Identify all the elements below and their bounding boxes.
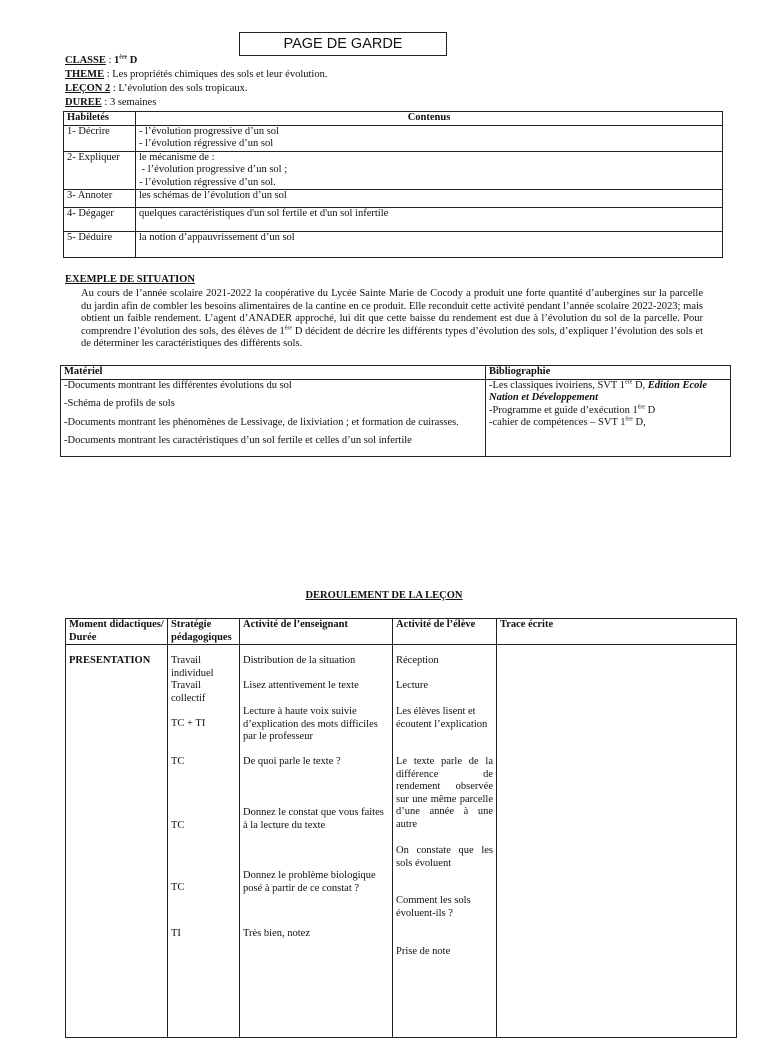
teacher-activity: Donnez le problème biologique posé à partir de ce constat ? [243,870,376,894]
biblio-edition: Edition Ecole Nation et Développement [489,379,708,403]
duree-label: DUREE [65,97,102,108]
content-cell [136,151,723,190]
student-activity: Lecture [396,680,429,691]
duree-value: 3 semaines [109,97,157,108]
biblio-sup: ère [637,404,646,410]
materiel-cell [61,379,486,456]
skill-cell: 1- Décrire [64,125,136,151]
eleve-cell [393,645,497,1038]
skill-cell: 3- Annoter [64,190,136,208]
theme-label: THEME [65,69,105,80]
content-line: - l’évolution régressive d’un sol. [139,176,276,188]
list-item: -Schéma de profils de sols [64,398,175,409]
contenus-header: Contenus [136,112,723,126]
skill-cell: 4- Dégager [64,208,136,232]
strategie-header: Stratégie pédagogiques [168,619,240,645]
lesson-table [65,618,737,1038]
lecon-value: L’évolution des sols tropicaux. [118,83,248,94]
biblio-text: D, [632,417,646,428]
student-activity: On constate que les sols évoluent [396,845,493,869]
student-activity: Les élèves lisent et écoutent l’explication [396,706,488,730]
moment-label: PRESENTATION [69,655,151,666]
content-line: - l’évolution régressive d’un sol [139,138,274,149]
habiletes-table [63,111,723,258]
strategy-item: TC [171,882,185,893]
table-row [64,232,723,258]
trace-cell [497,645,737,1038]
biblio-text: -cahier de compétences – SVT 1 [489,417,626,428]
table-row [61,379,731,456]
table-row [66,645,737,1038]
content-line: le mécanisme de : [139,151,215,163]
lesson-header-row [66,619,737,645]
trace-header: Trace écrite [497,619,737,645]
moment-header: Moment didactiques/ Durée [66,619,168,645]
biblio-text: -Programme et guide d’exécution 1 [489,404,638,416]
table-row [64,208,723,232]
biblio-sup: ère [625,416,633,423]
situation-text-part: D décident de décrire les différents types d’évolution des sols, d’expliquer l’évolution des sols et de déterminer les caractéristiques des différents sols. [81,325,703,349]
materiel-header: Matériel [61,366,486,380]
content-line: les schémas de l’évolution d’un sol [139,190,287,201]
theme-value: Les propriétés chimiques des sols et leur évolution. [112,69,328,80]
strategy-item: TC [171,820,185,831]
lecon-label: LEÇON 2 [65,83,111,94]
strategy-item: TC + TI [171,718,206,729]
student-activity: Le texte parle de la différence de rendement observée sur une même parcelle d’une année à une autre [396,756,493,830]
materiel-header-row [61,366,731,380]
enseignant-header: Activité de l’enseignant [240,619,393,645]
content-line: quelques caractéristiques d'un sol fertile et d'un sol infertile [139,208,389,219]
moment-cell [66,645,168,1038]
content-cell [136,208,723,232]
table-row [64,125,723,151]
classe-line: CLASSE : 1ère D [65,54,138,66]
teacher-activity: Lecture à haute voix suivie d’explication des mots difficiles par le professeur [243,706,378,742]
classe-sup: ère [119,54,128,61]
teacher-activity: Très bien, notez [243,928,310,939]
strategy-item: TI [171,928,181,939]
eleve-header: Activité de l’élève [393,619,497,645]
strategy-item: TC [171,756,185,767]
classe-suffix: D [127,55,138,66]
table-row [64,151,723,190]
teacher-activity: Donnez le constat que vous faites à la lecture du texte [243,807,384,831]
habiletes-header-row [64,112,723,126]
classe-value: 1 [114,55,120,66]
student-activity: Prise de note [396,946,451,957]
content-cell [136,190,723,208]
content-line: - l’évolution progressive d’un sol [139,125,279,137]
situation-text [81,288,703,351]
situation-title: EXEMPLE DE SITUATION [65,274,195,285]
strategie-cell [168,645,240,1038]
classe-label: CLASSE [65,55,106,66]
enseignant-cell [240,645,393,1038]
student-activity: Comment les sols évoluent-ils ? [396,895,471,919]
lecon-line: LEÇON 2 : L’évolution des sols tropicaux. [65,83,248,94]
theme-line: THEME : Les propriétés chimiques des sols et leur évolution. [65,69,328,80]
deroulement-title: DEROULEMENT DE LA LEÇON [305,590,463,601]
biblio-item [489,405,727,418]
biblio-item [489,417,727,430]
materiel-table [60,365,731,457]
biblio-item [489,380,727,405]
student-activity: Réception [396,655,439,666]
situation-sup: ère [284,325,293,331]
biblio-text: -Les classiques ivoiriens, SVT 1 [489,379,625,391]
duree-line: DUREE : 3 semaines [65,97,157,108]
content-cell [136,125,723,151]
list-item: -Documents montrant les caractéristiques d’un sol fertile et celles d’un sol infertile [64,435,412,446]
skill-cell: 2- Expliquer [64,151,136,190]
strategy-item: Travail individuel [171,655,214,679]
teacher-activity: De quoi parle le texte ? [243,756,341,767]
strategy-item: Travail collectif [171,680,206,704]
page-title: PAGE DE GARDE [239,32,447,56]
biblio-sup: ère [625,379,633,385]
bibliographie-header: Bibliographie [486,366,731,380]
teacher-activity: Lisez attentivement le texte [243,680,359,691]
list-item: -Documents montrant les phénomènes de Lessivage, de lixiviation ; et formation de cuirasses. [64,416,459,428]
skill-cell: 5- Déduire [64,232,136,258]
content-line: - l’évolution progressive d’un sol ; [139,164,288,175]
habiletes-header: Habiletés [64,112,136,126]
content-line: la notion d’appauvrissement d’un sol [139,232,295,243]
biblio-text: D, [632,379,648,391]
content-cell [136,232,723,258]
bibliographie-cell [486,379,731,456]
list-item: -Documents montrant les différentes évolutions du sol [64,379,292,391]
situation-text-part: Au cours de l’année scolaire 2021-2022 la coopérative du Lycée Sainte Marie de Cocody a produit une forte quantité d’aubergines sur la parcelle du jardin afin de combler les besoins alimentaires de la cantine en ce produit. Elle reconduit cette activité pendant l’année scolaire 2022-2023; mais obtient un faible rendement. L’agent d’ANADER approché, lui dit que cette baisse du rendement est due à l’évolution du sol de la parcelle. Pour comprendre l’évolution des sols, des élèves de 1 [81,288,703,337]
table-row [64,190,723,208]
teacher-activity: Distribution de la situation [243,655,356,666]
biblio-text: D [645,404,656,416]
